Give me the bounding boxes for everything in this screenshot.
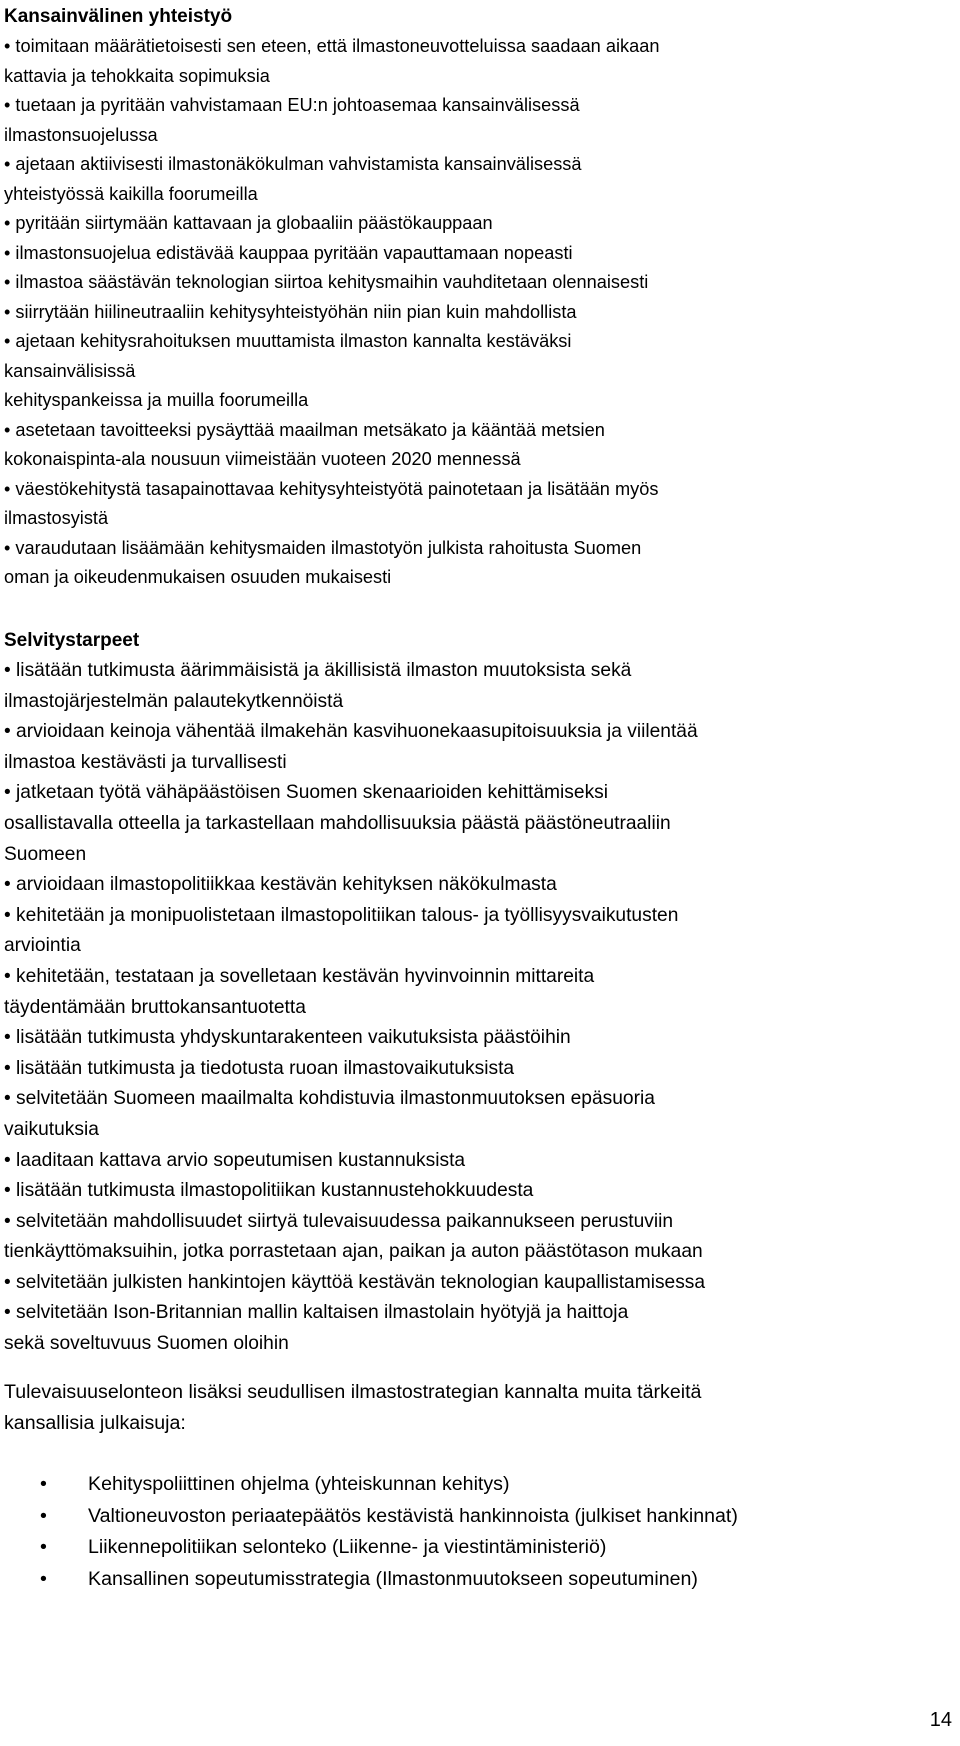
publications-list <box>4 1469 956 1595</box>
text-line: kattavia ja tehokkaita sopimuksia <box>4 65 270 86</box>
bullet-icon: • <box>40 1473 47 1495</box>
list-item-label: Liikennepolitiikan selonteko (Liikenne- ja viestintäministeriö) <box>88 1536 607 1558</box>
text-line: kansallisia julkaisuja: <box>4 1412 186 1434</box>
publications-intro <box>4 1377 956 1439</box>
text-line: täydentämään bruttokansantuotetta <box>4 996 306 1018</box>
text-line: vaikutuksia <box>4 1118 99 1140</box>
text-line: kehityspankeissa ja muilla foorumeilla <box>4 390 309 410</box>
text-line: Suomeen <box>4 843 87 865</box>
section-heading: Kansainvälinen yhteistyö <box>4 6 233 27</box>
section-heading: Selvitystarpeet <box>4 630 140 651</box>
text-line: • asetetaan tavoitteeksi pysäyttää maailman metsäkato ja kääntää metsien <box>4 419 605 440</box>
text-line: • lisätään tutkimusta yhdyskuntarakenteen vaikutuksista päästöihin <box>4 1027 571 1049</box>
text-line: • kehitetään ja monipuolistetaan ilmastopolitiikan talous- ja työllisyysvaikutusten <box>4 904 679 926</box>
text-line: • arvioidaan ilmastopolitiikkaa kestävän kehityksen näkökulmasta <box>4 874 557 896</box>
list-item <box>4 1532 956 1564</box>
text-line: • selvitetään Suomeen maailmalta kohdistuvia ilmastonmuutoksen epäsuoria <box>4 1088 655 1110</box>
section-body <box>4 656 956 1360</box>
text-line: Tulevaisuuselonteon lisäksi seudullisen ilmastostrategian kannalta muita tärkeitä <box>4 1381 702 1403</box>
text-line: • ajetaan aktiivisesti ilmastonäkökulman vahvistamista kansainvälisessä <box>4 154 582 174</box>
text-line: tienkäyttömaksuihin, jotka porrastetaan ajan, paikan ja auton päästötason mukaan <box>4 1241 703 1263</box>
text-line: ilmastoa kestävästi ja turvallisesti <box>4 751 287 773</box>
text-line: • siirrytään hiilineutraaliin kehitysyhteistyöhän niin pian kuin mahdollista <box>4 301 577 322</box>
text-line: • lisätään tutkimusta ja tiedotusta ruoan ilmastovaikutuksista <box>4 1057 515 1079</box>
text-line: • väestökehitystä tasapainottavaa kehitysyhteistyötä painotetaan ja lisätään myös <box>4 478 659 499</box>
text-line: • lisätään tutkimusta äärimmäisistä ja äkillisistä ilmaston muutoksista sekä <box>4 660 632 681</box>
text-line: • pyritään siirtymään kattavaan ja globaaliin päästökauppaan <box>4 213 493 233</box>
text-line: kokonaispinta-ala nousuun viimeistään vuoteen 2020 mennessä <box>4 449 521 469</box>
text-line: sekä soveltuvuus Suomen oloihin <box>4 1333 289 1355</box>
text-line: ilmastojärjestelmän palautekytkennöistä <box>4 690 344 712</box>
text-line: • selvitetään mahdollisuudet siirtyä tulevaisuudessa paikannukseen perustuviin <box>4 1210 674 1232</box>
list-item-label: Kansallinen sopeutumisstrategia (Ilmastonmuutokseen sopeutuminen) <box>88 1567 698 1590</box>
text-line: oman ja oikeudenmukaisen osuuden mukaisesti <box>4 567 392 587</box>
text-line: • lisätään tutkimusta ilmastopolitiikan kustannustehokkuudesta <box>4 1180 534 1202</box>
text-line: • laaditaan kattava arvio sopeutumisen kustannuksista <box>4 1149 466 1171</box>
list-item <box>4 1469 956 1501</box>
text-line: arviointia <box>4 935 81 957</box>
list-item <box>4 1564 956 1596</box>
text-line: • toimitaan määrätietoisesti sen eteen, että ilmastoneuvotteluissa saadaan aikaan <box>4 36 660 56</box>
text-line: • jatketaan työtä vähäpäästöisen Suomen skenaarioiden kehittämiseksi <box>4 782 609 804</box>
bullet-icon: • <box>40 1536 47 1558</box>
text-line: osallistavalla otteella ja tarkastellaan mahdollisuuksia päästä päästöneutraaliin <box>4 812 671 834</box>
text-line: • varaudutaan lisäämään kehitysmaiden ilmastotyön julkista rahoitusta Suomen <box>4 537 642 558</box>
text-line: ilmastonsuojelussa <box>4 124 158 145</box>
text-line: • tuetaan ja pyritään vahvistamaan EU:n johtoasemaa kansainvälisessä <box>4 95 580 115</box>
list-item-label: Kehityspoliittinen ohjelma (yhteiskunnan kehitys) <box>88 1473 510 1495</box>
text-line: yhteistyössä kaikilla foorumeilla <box>4 183 258 204</box>
section-body <box>4 32 956 593</box>
text-line: • selvitetään julkisten hankintojen käyttöä kestävän teknologian kaupallistamisessa <box>4 1271 706 1293</box>
text-line: • kehitetään, testataan ja sovelletaan kestävän hyvinvoinnin mittareita <box>4 965 595 987</box>
text-line: • ilmastonsuojelua edistävää kauppaa pyritään vapauttamaan nopeasti <box>4 242 573 263</box>
text-line: • ajetaan kehitysrahoituksen muuttamista ilmaston kannalta kestäväksi <box>4 331 572 351</box>
section-research-needs <box>4 626 956 1360</box>
text-line: • selvitetään Ison-Britannian mallin kaltaisen ilmastolain hyötyjä ja haittoja <box>4 1302 629 1324</box>
text-line: kansainvälisissä <box>4 360 136 381</box>
page-number: 14 <box>929 1709 952 1731</box>
text-line: • arvioidaan keinoja vähentää ilmakehän kasvihuonekaasupitoisuuksia ja viilentää <box>4 721 698 743</box>
bullet-icon: • <box>40 1504 47 1527</box>
bullet-icon: • <box>40 1567 47 1590</box>
text-line: • ilmastoa säästävän teknologian siirtoa kehitysmaihin vauhditetaan olennaisesti <box>4 272 649 292</box>
list-item <box>4 1501 956 1533</box>
list-item-label: Valtioneuvoston periaatepäätös kestävistä hankinnoista (julkiset hankinnat) <box>88 1504 738 1527</box>
section-international-cooperation <box>4 2 956 593</box>
text-line: ilmastosyistä <box>4 508 109 528</box>
